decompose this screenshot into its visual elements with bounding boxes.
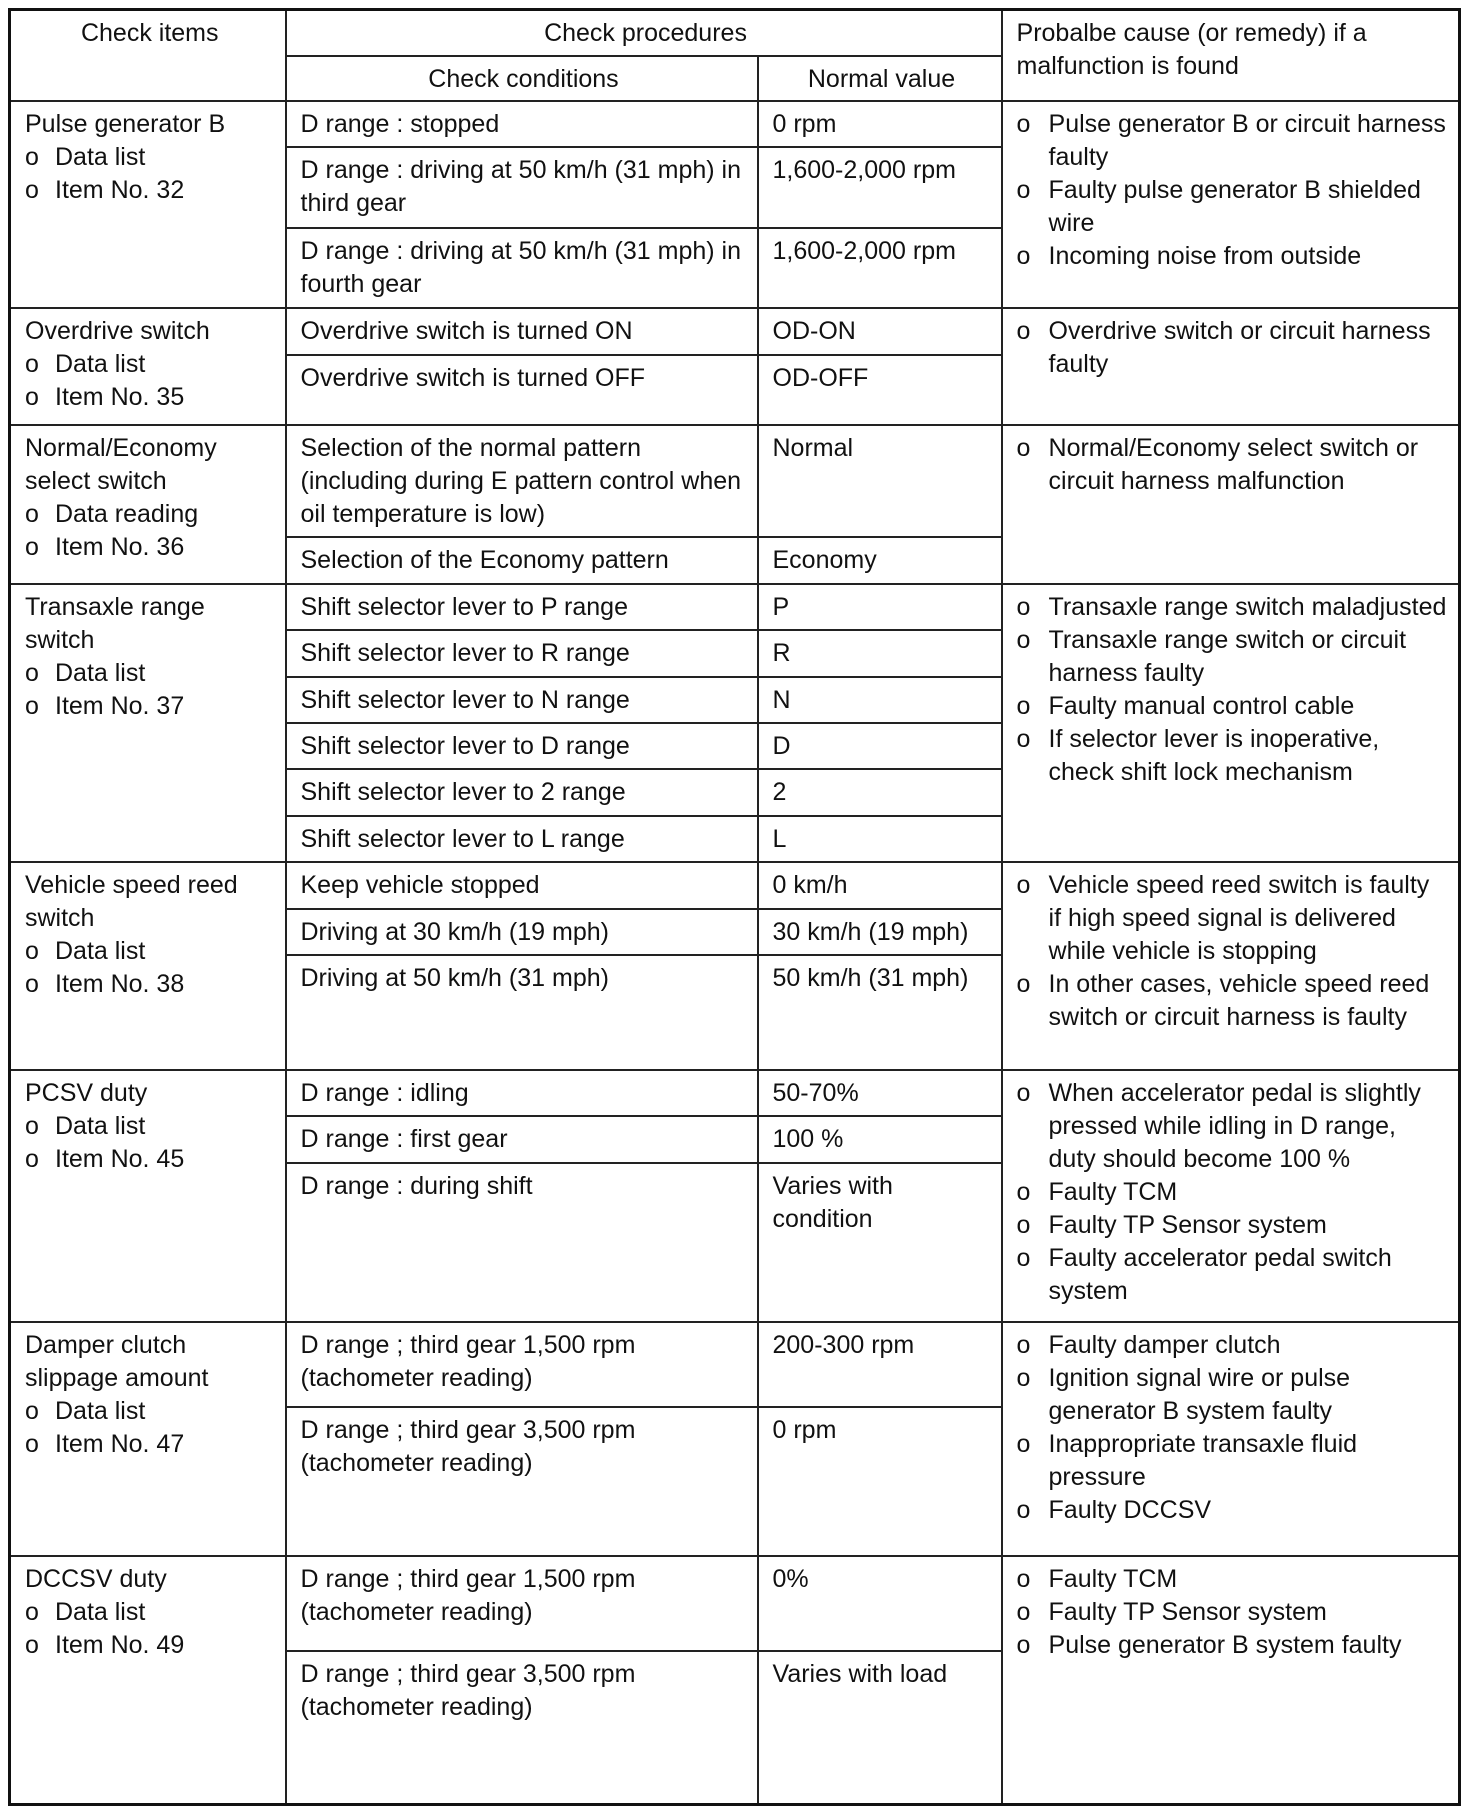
bullet-marker: o — [25, 937, 39, 966]
bullet-marker: o — [25, 175, 39, 204]
check-item-title: Pulse generator B — [25, 109, 226, 138]
probable-cause-item — [1017, 1563, 1449, 1596]
normal-value: 200-300 rpm — [758, 1322, 1002, 1407]
check-item-sub — [25, 141, 275, 174]
probable-cause-text: Pulse generator B system faulty — [1048, 1631, 1402, 1660]
check-item-sub-text: Data list — [55, 142, 146, 171]
check-item-cell — [10, 1070, 286, 1322]
table-row — [10, 862, 1460, 908]
check-item-title: Damper clutch slippage amount — [25, 1331, 209, 1393]
probable-cause-item — [1017, 432, 1449, 498]
check-condition: D range : first gear — [286, 1116, 758, 1162]
check-item-sub-text: Item No. 45 — [55, 1144, 185, 1173]
probable-cause-item — [1017, 1329, 1449, 1362]
check-item-sub — [25, 531, 275, 564]
check-condition: Shift selector lever to L range — [286, 816, 758, 862]
check-item-sublist — [25, 657, 275, 723]
bullet-marker: o — [1016, 109, 1031, 138]
probable-cause-item — [1017, 723, 1449, 789]
check-item-sub-text: Data list — [55, 350, 146, 379]
check-condition: D range ; third gear 1,500 rpm (tachometer reading) — [286, 1322, 758, 1407]
bullet-marker: o — [25, 691, 39, 720]
check-condition: Selection of the Economy pattern — [286, 537, 758, 583]
check-condition: D range : idling — [286, 1070, 758, 1116]
table-header — [10, 10, 1460, 101]
check-condition: D range ; third gear 3,500 rpm (tachometer reading) — [286, 1651, 758, 1804]
bullet-marker: o — [25, 1598, 39, 1627]
normal-value: 50 km/h (31 mph) — [758, 955, 1002, 1070]
probable-cause-text: Faulty TP Sensor system — [1048, 1598, 1327, 1627]
normal-value: L — [758, 816, 1002, 862]
probable-cause-list — [1017, 108, 1449, 273]
bullet-marker: o — [1016, 1177, 1031, 1206]
check-condition: D range : stopped — [286, 101, 758, 147]
bullet-marker: o — [25, 1111, 39, 1140]
check-item-sub — [25, 1428, 275, 1461]
probable-cause-text: Faulty DCCSV — [1048, 1496, 1212, 1525]
probable-cause-text: Faulty TCM — [1048, 1177, 1178, 1206]
check-item-sub — [25, 1395, 275, 1428]
check-item-sub-text: Item No. 49 — [55, 1631, 185, 1660]
bullet-marker: o — [1016, 1243, 1031, 1272]
normal-value: 100 % — [758, 1116, 1002, 1162]
probable-cause-list — [1017, 1329, 1449, 1527]
probable-cause-list — [1017, 315, 1449, 381]
normal-value: 0 rpm — [758, 101, 1002, 147]
bullet-marker: o — [1016, 1364, 1031, 1393]
check-condition: Driving at 30 km/h (19 mph) — [286, 909, 758, 955]
check-condition: D range : during shift — [286, 1163, 758, 1322]
check-condition: Shift selector lever to 2 range — [286, 769, 758, 815]
bullet-marker: o — [1016, 592, 1031, 621]
probable-cause-item — [1017, 1629, 1449, 1662]
check-condition: D range ; third gear 3,500 rpm (tachometer reading) — [286, 1407, 758, 1556]
normal-value: 1,600-2,000 rpm — [758, 147, 1002, 228]
check-item-sub-text: Data list — [55, 1111, 146, 1140]
check-item-sub — [25, 657, 275, 690]
normal-value: Normal — [758, 425, 1002, 537]
probable-cause-item — [1017, 591, 1449, 624]
bullet-marker: o — [1016, 625, 1031, 654]
table-row — [10, 1556, 1460, 1651]
check-item-sublist — [25, 1110, 275, 1176]
bullet-marker: o — [1016, 241, 1031, 270]
table-body — [10, 101, 1460, 1805]
probable-cause-item — [1017, 1494, 1449, 1527]
probable-cause-text: Normal/Economy select switch or circuit harness malfunction — [1048, 434, 1419, 496]
probable-cause-text: Faulty TCM — [1048, 1565, 1178, 1594]
check-condition: Shift selector lever to D range — [286, 723, 758, 769]
check-item-sub — [25, 1110, 275, 1143]
probable-cause-text: In other cases, vehicle speed reed switch or circuit harness is faulty — [1048, 970, 1430, 1032]
check-condition: Keep vehicle stopped — [286, 862, 758, 908]
bullet-marker: o — [1016, 1598, 1031, 1627]
normal-value: 1,600-2,000 rpm — [758, 228, 1002, 309]
table-row — [10, 101, 1460, 147]
probable-cause-item — [1017, 869, 1449, 968]
bullet-marker: o — [25, 350, 39, 379]
check-item-sub — [25, 1143, 275, 1176]
check-condition: Shift selector lever to P range — [286, 584, 758, 630]
probable-cause-text: Faulty damper clutch — [1048, 1331, 1281, 1360]
check-item-cell — [10, 862, 286, 1070]
probable-cause-text: Ignition signal wire or pulse generator B system faulty — [1048, 1364, 1351, 1426]
check-item-title: PCSV duty — [25, 1078, 148, 1107]
probable-cause-list — [1017, 1077, 1449, 1308]
header-check-items: Check items — [10, 10, 286, 101]
bullet-marker: o — [25, 1430, 39, 1459]
bullet-marker: o — [25, 658, 39, 687]
bullet-marker: o — [1016, 1631, 1031, 1660]
table-row — [10, 425, 1460, 537]
probable-cause-item — [1017, 690, 1449, 723]
probable-cause-cell — [1002, 425, 1460, 583]
check-condition: Overdrive switch is turned OFF — [286, 355, 758, 426]
check-item-cell — [10, 425, 286, 583]
probable-cause-text: When accelerator pedal is slightly pressed while idling in D range, duty should become 100 % — [1048, 1078, 1421, 1173]
probable-cause-text: Inappropriate transaxle fluid pressure — [1048, 1430, 1358, 1492]
probable-cause-list — [1017, 1563, 1449, 1662]
probable-cause-item — [1017, 1077, 1449, 1176]
probable-cause-item — [1017, 174, 1449, 240]
probable-cause-text: Incoming noise from outside — [1048, 241, 1362, 270]
probable-cause-cell — [1002, 308, 1460, 425]
check-condition: Shift selector lever to R range — [286, 630, 758, 676]
bullet-marker: o — [1016, 970, 1031, 999]
check-item-sublist — [25, 141, 275, 207]
probable-cause-item — [1017, 315, 1449, 381]
probable-cause-text: Faulty pulse generator B shielded wire — [1048, 175, 1421, 237]
probable-cause-item — [1017, 240, 1449, 273]
bullet-marker: o — [1016, 724, 1031, 753]
header-probable-cause: Probalbe cause (or remedy) if a malfunction is found — [1002, 10, 1460, 101]
check-item-sublist — [25, 348, 275, 414]
check-condition: Overdrive switch is turned ON — [286, 308, 758, 354]
bullet-marker: o — [1016, 1430, 1031, 1459]
check-item-sub-text: Item No. 32 — [55, 175, 185, 204]
check-condition: D range : driving at 50 km/h (31 mph) in fourth gear — [286, 228, 758, 309]
probable-cause-item — [1017, 1596, 1449, 1629]
probable-cause-text: Vehicle speed reed switch is faulty if high speed signal is delivered while vehicle is stopping — [1048, 871, 1430, 966]
check-item-sub-text: Item No. 35 — [55, 383, 185, 412]
probable-cause-item — [1017, 108, 1449, 174]
normal-value: P — [758, 584, 1002, 630]
normal-value: 0 km/h — [758, 862, 1002, 908]
probable-cause-item — [1017, 1362, 1449, 1428]
bullet-marker: o — [1016, 871, 1031, 900]
bullet-marker: o — [25, 383, 39, 412]
check-item-sublist — [25, 935, 275, 1001]
check-item-title: Transaxle range switch — [25, 592, 205, 654]
normal-value: 2 — [758, 769, 1002, 815]
probable-cause-item — [1017, 1209, 1449, 1242]
check-item-cell — [10, 584, 286, 862]
probable-cause-item — [1017, 1428, 1449, 1494]
check-item-title: Overdrive switch — [25, 317, 210, 346]
probable-cause-text: Overdrive switch or circuit harness faulty — [1048, 317, 1431, 379]
check-item-cell — [10, 308, 286, 425]
probable-cause-item — [1017, 968, 1449, 1034]
normal-value: Varies with load — [758, 1651, 1002, 1804]
normal-value: R — [758, 630, 1002, 676]
bullet-marker: o — [25, 1397, 39, 1426]
check-item-sublist — [25, 498, 275, 564]
probable-cause-item — [1017, 624, 1449, 690]
bullet-marker: o — [25, 533, 39, 562]
probable-cause-list — [1017, 869, 1449, 1034]
probable-cause-text: Faulty manual control cable — [1048, 691, 1355, 720]
normal-value: Economy — [758, 537, 1002, 583]
check-item-cell — [10, 1322, 286, 1556]
check-item-sub-text: Data list — [55, 658, 146, 687]
normal-value: N — [758, 677, 1002, 723]
check-item-sub — [25, 968, 275, 1001]
check-item-sub-text: Item No. 37 — [55, 691, 185, 720]
normal-value: D — [758, 723, 1002, 769]
normal-value: Varies with condition — [758, 1163, 1002, 1322]
probable-cause-list — [1017, 432, 1449, 498]
probable-cause-cell — [1002, 584, 1460, 862]
normal-value: 30 km/h (19 mph) — [758, 909, 1002, 955]
check-condition: D range : driving at 50 km/h (31 mph) in third gear — [286, 147, 758, 228]
bullet-marker: o — [25, 1144, 39, 1173]
bullet-marker: o — [25, 1631, 39, 1660]
header-check-conditions: Check conditions — [286, 56, 758, 101]
probable-cause-text: Faulty accelerator pedal switch system — [1048, 1243, 1392, 1305]
bullet-marker: o — [25, 142, 39, 171]
probable-cause-text: Transaxle range switch maladjusted — [1048, 592, 1447, 621]
check-item-title: Vehicle speed reed switch — [25, 871, 238, 933]
check-item-sub — [25, 690, 275, 723]
table-row — [10, 584, 1460, 630]
probable-cause-cell — [1002, 1322, 1460, 1556]
check-item-sub-text: Item No. 36 — [55, 533, 185, 562]
check-item-title: DCCSV duty — [25, 1565, 167, 1594]
probable-cause-item — [1017, 1242, 1449, 1308]
probable-cause-cell — [1002, 862, 1460, 1070]
probable-cause-cell — [1002, 1556, 1460, 1804]
diagnostic-check-table — [8, 8, 1461, 1806]
probable-cause-text: Pulse generator B or circuit harness faulty — [1048, 109, 1446, 171]
check-item-sub — [25, 348, 275, 381]
check-item-sub-text: Data list — [55, 937, 146, 966]
probable-cause-list — [1017, 591, 1449, 789]
probable-cause-cell — [1002, 101, 1460, 309]
normal-value: OD-OFF — [758, 355, 1002, 426]
check-item-sub — [25, 935, 275, 968]
bullet-marker: o — [1016, 1565, 1031, 1594]
check-condition: Selection of the normal pattern (including during E pattern control when oil temperature is low) — [286, 425, 758, 537]
check-condition: Shift selector lever to N range — [286, 677, 758, 723]
bullet-marker: o — [1016, 1331, 1031, 1360]
check-item-sub — [25, 381, 275, 414]
bullet-marker: o — [1016, 317, 1031, 346]
check-item-sub — [25, 498, 275, 531]
header-check-procedures: Check procedures — [286, 10, 1002, 56]
check-item-sub — [25, 1596, 275, 1629]
check-item-sub-text: Data list — [55, 1598, 146, 1627]
probable-cause-text: If selector lever is inoperative, check shift lock mechanism — [1048, 724, 1380, 786]
check-item-sub-text: Data reading — [55, 500, 199, 529]
header-normal-value: Normal value — [758, 56, 1002, 101]
check-item-cell — [10, 1556, 286, 1804]
bullet-marker: o — [1016, 1078, 1031, 1107]
normal-value: 50-70% — [758, 1070, 1002, 1116]
bullet-marker: o — [1016, 1496, 1031, 1525]
normal-value: OD-ON — [758, 308, 1002, 354]
bullet-marker: o — [1016, 434, 1031, 463]
check-item-sublist — [25, 1596, 275, 1662]
check-item-sub-text: Data list — [55, 1397, 146, 1426]
bullet-marker: o — [1016, 691, 1031, 720]
check-item-sub — [25, 1629, 275, 1662]
normal-value: 0 rpm — [758, 1407, 1002, 1556]
table-row — [10, 1322, 1460, 1407]
check-condition: Driving at 50 km/h (31 mph) — [286, 955, 758, 1070]
check-item-title: Normal/Economy select switch — [25, 434, 217, 496]
check-item-sub-text: Item No. 38 — [55, 970, 185, 999]
probable-cause-text: Faulty TP Sensor system — [1048, 1210, 1327, 1239]
check-item-cell — [10, 101, 286, 309]
bullet-marker: o — [25, 970, 39, 999]
bullet-marker: o — [25, 500, 39, 529]
bullet-marker: o — [1016, 1210, 1031, 1239]
check-item-sublist — [25, 1395, 275, 1461]
bullet-marker: o — [1016, 175, 1031, 204]
probable-cause-item — [1017, 1176, 1449, 1209]
probable-cause-text: Transaxle range switch or circuit harness faulty — [1048, 625, 1407, 687]
table-row — [10, 1070, 1460, 1116]
check-item-sub-text: Item No. 47 — [55, 1430, 185, 1459]
normal-value: 0% — [758, 1556, 1002, 1651]
probable-cause-cell — [1002, 1070, 1460, 1322]
check-item-sub — [25, 174, 275, 207]
table-row — [10, 308, 1460, 354]
check-condition: D range ; third gear 1,500 rpm (tachometer reading) — [286, 1556, 758, 1651]
